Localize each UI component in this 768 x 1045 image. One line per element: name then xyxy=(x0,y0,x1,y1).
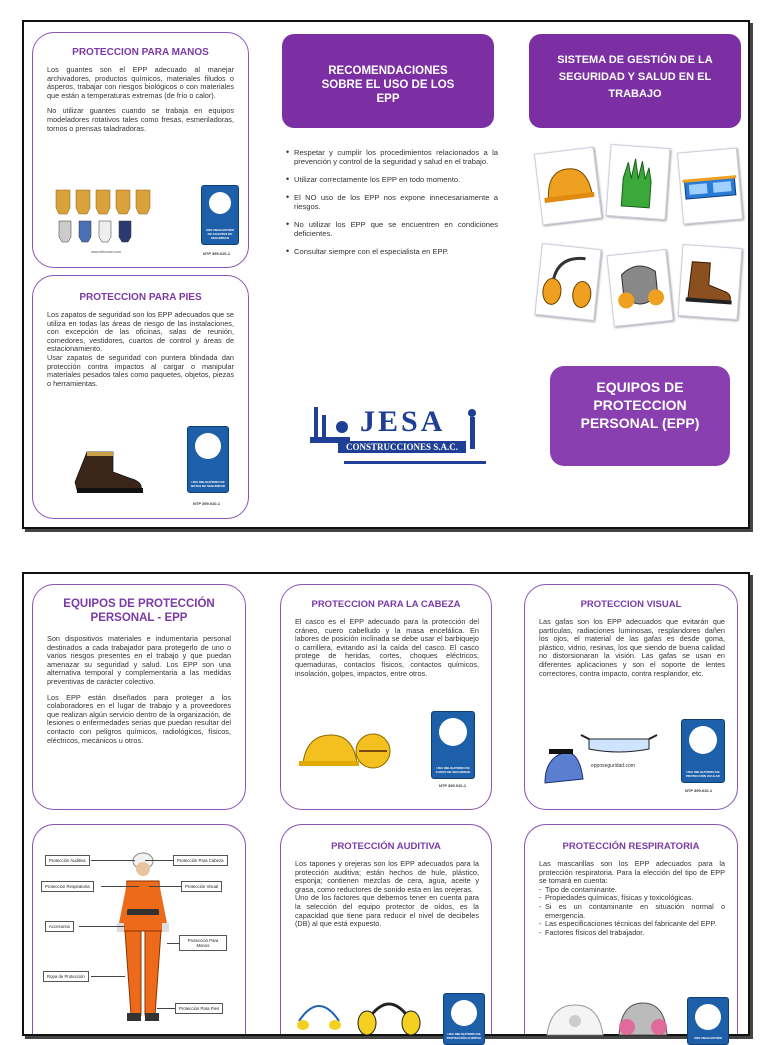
respiratoria-title: PROTECCIÓN RESPIRATORIA xyxy=(562,841,700,852)
gloves-image xyxy=(51,185,161,255)
auditiva-text-2: Uno de los factores que debemos tener en cuenta para la selección del equipo protector de oídos, es la capacidad que tiene para reducir el nivel de decibeles (DB) al que está expuesto. xyxy=(295,893,479,929)
recomendacion-item: • Respetar y cumplir los procedimientos relacionados a la prevención y control de la seguridad y salud en el trabajo. xyxy=(286,148,498,166)
eye-protection-sign: USO OBLIGATORIO DE PROTECCIÓN OCULAR xyxy=(681,719,725,783)
brochure-outside-sheet xyxy=(22,20,750,529)
recomendacion-item: • El NO uso de los EPP nos expone innecesariamente a riesgos. xyxy=(286,193,498,211)
visual-panel xyxy=(524,584,738,810)
svg-text:www.ebbosser.com: www.ebbosser.com xyxy=(91,250,122,254)
boot-image xyxy=(67,444,152,496)
earplugs-earmuffs-image xyxy=(295,991,429,1035)
sistema-gestion-title: SISTEMA DE GESTIÓN DE LA SEGURIDAD Y SALUD EN EL TRABAJO xyxy=(529,34,741,128)
criteria-item: - Si es un contaminante en situación normal o emergencia. xyxy=(539,903,725,920)
visual-text: Las gafas son los EPP adecuados que evitarán que partículas, radiaciones luminosas, resplandores dañen los ojos, el material de las gafas es desde goma, plástico, vidrio, resinas, los que siendo de buena calidad no distorsionaran la visión. Las gafas se usan en diferentes aplicaciones y son el soporte de lentes correctores, contra impacto, contra resplandor, etc. xyxy=(539,617,725,678)
pies-text-2: Usar zapatos de seguridad con puntera blindada dan protección contra impactos al cargar o manipular materiales pesados tales como paquetes, objetos, piezas o herramientas. xyxy=(47,352,234,388)
recomendacion-item: • Utilizar correctamente los EPP en todo momento. xyxy=(286,175,498,184)
visual-ntp: NTP 399.010-1 xyxy=(685,788,713,793)
hearing-protection-sign: USO OBLIGATORIO DE PROTECCIÓN AUDITIVA xyxy=(443,993,485,1045)
respirator-masks-image xyxy=(541,995,675,1035)
helmet-mandatory-sign: USO OBLIGATORIO DE CASCO DE SEGURIDAD xyxy=(431,711,475,779)
equipos-panel xyxy=(32,584,246,810)
cabeza-text: El casco es el EPP adecuado para la protección del cráneo, cuero cabelludo y la masa encefálica. En labores de posición inclinada se debe usar el barbiquejo o carrillera, evitando así la caída del casco. El casco protege de heridas, cortes, choques eléctricos, quemaduras, contactos físicos, contactos químicos, insolación, golpes, impactos, entre otros. xyxy=(295,617,479,678)
cabeza-title: PROTECCION PARA LA CABEZA xyxy=(311,599,461,610)
cabeza-panel xyxy=(280,584,492,810)
manos-title: PROTECCION PARA MANOS xyxy=(72,47,209,58)
label-ropa-proteccion: Ropa de Protección xyxy=(43,971,89,982)
glasses-faceshield-image xyxy=(541,727,661,785)
criteria-item: - Propiedades químicas, físicas y toxicológicas. xyxy=(539,894,725,903)
worker-figure xyxy=(113,847,173,1027)
jesa-logo-sub: CONSTRUCCIONES S.A.C. xyxy=(338,441,466,453)
recomendacion-item: • No utilizar los EPP que se encuentren en condiciones deficientes. xyxy=(286,220,498,238)
label-proteccion-visual: Protección Visual xyxy=(181,881,222,892)
label-proteccion-manos: Protección Para Manos xyxy=(179,935,227,951)
recomendaciones-list xyxy=(280,148,498,265)
brochure-inside-sheet xyxy=(22,572,750,1040)
gloves-mandatory-sign: USO OBLIGATORIO DE GUANTES DE SEGURIDAD xyxy=(201,185,239,245)
manos-text-1: Los guantes son el EPP adecuado al manejar archivadores, productos químicos, materiales filudos o ásperos, trabajar con riesgos biológicos o con materiales que están a temperaturas extremas (de frío o calor). xyxy=(47,65,234,100)
pies-text-1: Los zapatos de seguridad son los EPP adecuados que se utiliza en todas las áreas de riesgo de las instalaciones, con excepción de las oficinas, salas de reunión, comedores, vestidores, cuartos de control y áreas de estacionamiento. xyxy=(47,310,234,354)
respiratoria-text: Las mascarillas son los EPP adecuados para la protección respiratoria. Para la elección del tipo de EPP se tomará en cuenta: xyxy=(539,859,725,886)
epp-tiles xyxy=(534,142,742,330)
pies-title: PROTECCION PARA PIES xyxy=(79,292,202,303)
criteria-item: - Las especificaciones técnicas del fabricante del EPP. xyxy=(539,920,725,929)
manos-text-2: No utilizar guantes cuando se trabaja en equipos modeladores rotativos tales como fresas, esmeriladoras, tornos o prensas taladradoras. xyxy=(47,106,234,133)
boots-tile xyxy=(678,244,743,320)
respiratoria-criteria-list xyxy=(539,886,725,938)
visual-title: PROTECCION VISUAL xyxy=(580,599,682,610)
auditiva-text-1: Los tapones y orejeras son los EPP adecuados para la protección auditiva; están hechos de hule, plástico, esponja; contienen mezclas de cera, agua, aceite y grasa, como reductores de sonido esta en las orejeras. xyxy=(295,859,479,894)
manos-panel xyxy=(32,32,249,268)
criteria-item: - Factores físicos del trabajador. xyxy=(539,929,725,938)
pies-panel xyxy=(32,275,249,519)
recomendacion-item: • Consultar siempre con el especialista en EPP. xyxy=(286,247,498,256)
equipos-title: EQUIPOS DE PROTECCIÓN PERSONAL - EPP xyxy=(63,598,215,624)
svg-text:epposeguridad.com: epposeguridad.com xyxy=(591,763,635,769)
respiratoria-panel xyxy=(524,824,738,1040)
cabeza-ntp: NTP 399.010-1 xyxy=(439,783,467,788)
epp-cover-title: EQUIPOS DE PROTECCION PERSONAL (EPP) xyxy=(550,366,730,466)
label-proteccion-respiratoria: Protección Respiratoria xyxy=(41,881,94,892)
label-proteccion-cabeza: Protección Para Cabeza xyxy=(173,855,228,866)
jesa-logo xyxy=(308,397,488,467)
hardhats-image xyxy=(299,727,399,771)
manos-ntp: NTP 399.010-1 xyxy=(203,251,231,256)
label-accesorios: Accesorios xyxy=(45,921,74,932)
respirator-tile xyxy=(606,249,673,327)
auditiva-panel xyxy=(280,824,492,1040)
label-proteccion-pies: Protección Para Pies xyxy=(175,1003,223,1014)
epp-body-diagram-panel xyxy=(32,824,246,1034)
jesa-logo-name: JESA xyxy=(360,405,446,438)
criteria-item: - Tipo de contaminante. xyxy=(539,886,725,895)
earmuffs-tile xyxy=(534,243,601,321)
boots-mandatory-sign: USO OBLIGATORIO DE BOTAS DE SEGURIDAD xyxy=(187,426,229,493)
goggles-tile xyxy=(677,148,743,225)
equipos-text-1: Son dispositivos materiales e indumentaria personal destinados a cada trabajador para protegerlo de uno o varios riesgos presentes en el trabajo y que puedan amenazar su seguridad y salud. Los EPP son una alternativa temporal y complementaria a las medidas preventivas de carácter colectivo. xyxy=(47,634,231,686)
label-proteccion-auditiva: Protección Auditiva xyxy=(45,855,90,866)
respiratory-protection-sign: USO OBLIGATORIO xyxy=(687,997,729,1045)
gloves-tile xyxy=(606,144,671,220)
pies-ntp: NTP 399.010-1 xyxy=(193,501,221,506)
recomendaciones-title: RECOMENDACIONES SOBRE EL USO DE LOS EPP xyxy=(282,34,494,128)
auditiva-title: PROTECCIÓN AUDITIVA xyxy=(331,841,441,852)
helmet-tile xyxy=(534,147,602,226)
equipos-text-2: Los EPP están diseñados para proteger a los colaboradores en el lugar de trabajo y a proveedores que realizan algún servicio dentro de la organización, de lesiones o enfermedades serias que puedan resultar del contacto con peligros químicos, radiológicos, físicos, eléctricos, mecánicos u otros. xyxy=(47,692,231,745)
